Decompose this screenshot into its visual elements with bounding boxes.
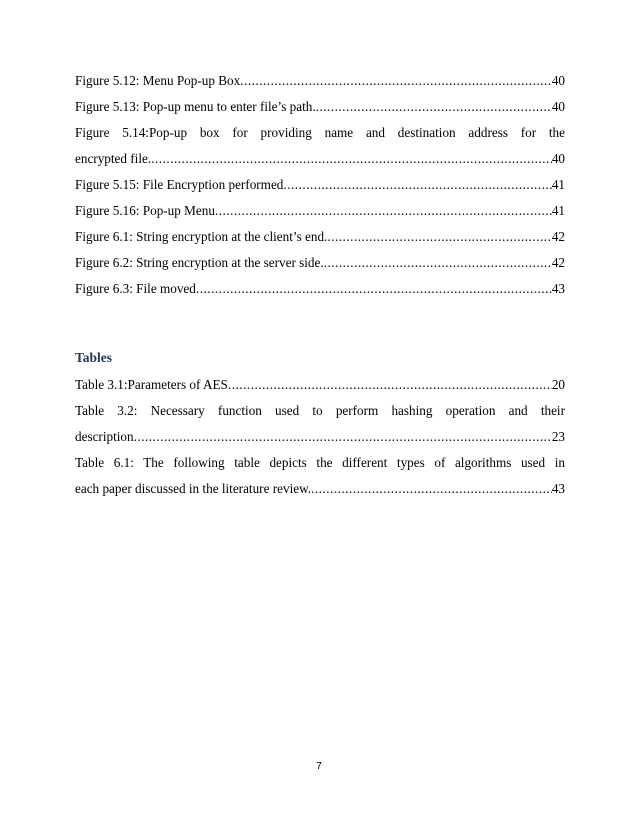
- toc-entry-title: Figure 5.12: Menu Pop-up Box: [75, 73, 241, 88]
- toc-entry-figure-5-12: [75, 68, 565, 94]
- toc-entry-figure-6-2: [75, 250, 565, 276]
- toc-leader-dots: [316, 94, 552, 120]
- toc-entry-page: 43: [551, 281, 565, 296]
- toc-entry-figure-5-14-line1: Figure 5.14:Pop-up box for providing name and destination address for the: [75, 125, 565, 140]
- toc-entry-title: description: [75, 429, 134, 444]
- toc-entry-title: Table 3.1:Parameters of AES: [75, 377, 228, 392]
- toc-entry-figure-6-1: [75, 224, 565, 250]
- toc-entry-figure-5-15: [75, 172, 565, 198]
- toc-entry-table-6-1-line1: Table 6.1: The following table depicts the different types of algorithms used in: [75, 455, 565, 470]
- toc-entry-table-6-1-line2: [75, 476, 565, 502]
- toc-leader-dots: [240, 68, 552, 94]
- toc-entry-table-3-2-line1: Table 3.2: Necessary function used to perform hashing operation and their: [75, 403, 565, 418]
- toc-entry-figure-5-13: [75, 94, 565, 120]
- toc-leader-dots: [324, 250, 552, 276]
- toc-entry-table-3-1: [75, 372, 565, 398]
- toc-entry-table-3-2-line2: [75, 424, 565, 450]
- toc-entry-page: 42: [551, 255, 565, 270]
- toc-entry-figure-5-14-line2: [75, 146, 565, 172]
- toc-entry-page: 23: [551, 429, 565, 444]
- toc-leader-dots: [228, 372, 552, 398]
- toc-entry-figure-5-16: [75, 198, 565, 224]
- toc-entry-page: 41: [551, 177, 565, 192]
- toc-entry-page: 41: [551, 203, 565, 218]
- toc-entry-page: 40: [551, 73, 565, 88]
- toc-leader-dots: [151, 146, 552, 172]
- toc-entry-title: Figure 5.15: File Encryption performed: [75, 177, 284, 192]
- page-number: 7: [316, 760, 322, 772]
- toc-leader-dots: [196, 276, 552, 302]
- toc-entry-page: 43: [551, 481, 565, 496]
- toc-entry-title: Figure 5.16: Pop-up Menu: [75, 203, 215, 218]
- toc-entry-title: each paper discussed in the literature review.: [75, 481, 312, 496]
- toc-leader-dots: [134, 424, 552, 450]
- toc-entry-title: Figure 6.2: String encryption at the server side.: [75, 255, 324, 270]
- tables-section-heading: Tables: [75, 350, 113, 365]
- toc-entry-title: Figure 6.3: File moved: [75, 281, 196, 296]
- toc-entry-title: Figure 6.1: String encryption at the client’s end.: [75, 229, 328, 244]
- toc-leader-dots: [327, 224, 551, 250]
- toc-leader-dots: [311, 476, 552, 502]
- toc-entry-figure-6-3: [75, 276, 565, 302]
- toc-entry-title: encrypted file.: [75, 151, 152, 166]
- toc-entry-page: 42: [551, 229, 565, 244]
- toc-entry-page: 40: [551, 99, 565, 114]
- toc-entry-title: Figure 5.13: Pop-up menu to enter file’s path.: [75, 99, 316, 114]
- toc-leader-dots: [283, 172, 551, 198]
- toc-leader-dots: [215, 198, 552, 224]
- toc-entry-page: 20: [551, 377, 565, 392]
- table-of-contents: [75, 68, 565, 502]
- toc-entry-page: 40: [551, 151, 565, 166]
